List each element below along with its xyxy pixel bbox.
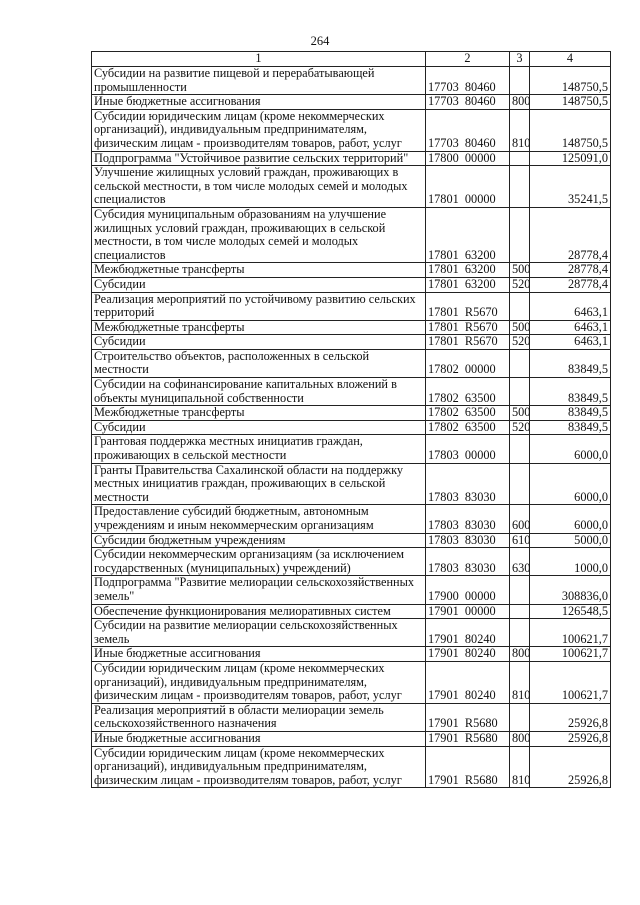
row-code-cell: 17901 R5680 (426, 746, 510, 788)
row-name-cell: Субсидии на развитие пищевой и перерабатывающей промышленности (92, 67, 426, 95)
row-name-cell: Субсидии на развитие мелиорации сельскохозяйственных земель (92, 619, 426, 647)
table-row (92, 463, 611, 505)
table-row (92, 548, 611, 576)
page-number: 264 (310, 34, 330, 48)
row-name-cell: Реализация мероприятий по устойчивому развитию сельских территорий (92, 292, 426, 320)
row-code-cell: 17802 63500 (426, 406, 510, 421)
row-name-cell: Межбюджетные трансферты (92, 263, 426, 278)
table-row (92, 378, 611, 406)
row-type-cell: 500 (510, 406, 530, 421)
row-name-cell: Гранты Правительства Сахалинской области на поддержку местных инициатив граждан, проживающих в сельской местности (92, 463, 426, 505)
row-code-cell: 17703 80460 (426, 67, 510, 95)
table-row (92, 703, 611, 731)
row-amount-cell: 25926,8 (530, 703, 611, 731)
row-code-cell: 17803 00000 (426, 435, 510, 463)
row-code-cell: 17800 00000 (426, 151, 510, 166)
table-row (92, 207, 611, 262)
row-type-cell (510, 703, 530, 731)
row-code-cell: 17901 00000 (426, 604, 510, 619)
row-code-cell: 17801 63200 (426, 277, 510, 292)
row-name-cell: Субсидии на софинансирование капитальных вложений в объекты муниципальной собственности (92, 378, 426, 406)
table-row (92, 166, 611, 208)
row-type-cell: 520 (510, 420, 530, 435)
row-type-cell (510, 576, 530, 604)
row-code-cell: 17801 00000 (426, 166, 510, 208)
table-row (92, 263, 611, 278)
row-type-cell (510, 604, 530, 619)
row-name-cell: Межбюджетные трансферты (92, 406, 426, 421)
row-amount-cell: 6000,0 (530, 505, 611, 533)
row-amount-cell: 100621,7 (530, 619, 611, 647)
row-type-cell (510, 463, 530, 505)
table-row (92, 406, 611, 421)
row-code-cell: 17901 R5680 (426, 731, 510, 746)
row-name-cell: Обеспечение функционирования мелиоративных систем (92, 604, 426, 619)
row-type-cell (510, 67, 530, 95)
row-amount-cell: 100621,7 (530, 647, 611, 662)
table-row (92, 604, 611, 619)
row-name-cell: Подпрограмма "Развитие мелиорации сельскохозяйственных земель" (92, 576, 426, 604)
row-name-cell: Подпрограмма "Устойчивое развитие сельских территорий" (92, 151, 426, 166)
row-type-cell: 500 (510, 263, 530, 278)
row-name-cell: Субсидии юридическим лицам (кроме некоммерческих организаций), индивидуальным предпринимателям, физическим лицам - производителям товаров, работ, услуг (92, 109, 426, 151)
row-name-cell: Субсидии (92, 420, 426, 435)
row-amount-cell: 35241,5 (530, 166, 611, 208)
row-name-cell: Грантовая поддержка местных инициатив граждан, проживающих в сельской местности (92, 435, 426, 463)
row-type-cell (510, 166, 530, 208)
row-amount-cell: 28778,4 (530, 207, 611, 262)
row-name-cell: Субсидии (92, 335, 426, 350)
row-code-cell: 17801 R5670 (426, 335, 510, 350)
column-header-4: 4 (530, 52, 611, 67)
row-type-cell: 800 (510, 95, 530, 110)
column-header-1: 1 (92, 52, 426, 67)
row-amount-cell: 28778,4 (530, 277, 611, 292)
row-name-cell: Субсидии юридическим лицам (кроме некоммерческих организаций), индивидуальным предпринимателям, физическим лицам - производителям товаров, работ, услуг (92, 746, 426, 788)
row-amount-cell: 25926,8 (530, 731, 611, 746)
table-row (92, 151, 611, 166)
table-row (92, 335, 611, 350)
table-row (92, 420, 611, 435)
table-row (92, 505, 611, 533)
row-code-cell: 17901 R5680 (426, 703, 510, 731)
column-header-3: 3 (510, 52, 530, 67)
row-code-cell: 17803 83030 (426, 505, 510, 533)
table-row (92, 435, 611, 463)
column-header-2: 2 (426, 52, 510, 67)
row-type-cell (510, 619, 530, 647)
table-row (92, 619, 611, 647)
row-type-cell (510, 435, 530, 463)
row-name-cell: Субсидия муниципальным образованиям на улучшение жилищных условий граждан, проживающих в сельской местности, в том числе молодых семей и молодых специалистов (92, 207, 426, 262)
row-amount-cell: 1000,0 (530, 548, 611, 576)
table-row (92, 277, 611, 292)
row-type-cell: 800 (510, 647, 530, 662)
row-name-cell: Строительство объектов, расположенных в сельской местности (92, 349, 426, 377)
row-amount-cell: 148750,5 (530, 95, 611, 110)
row-name-cell: Реализация мероприятий в области мелиорации земель сельскохозяйственного назначения (92, 703, 426, 731)
table-row (92, 349, 611, 377)
row-amount-cell: 6463,1 (530, 320, 611, 335)
row-amount-cell: 6000,0 (530, 463, 611, 505)
table-row (92, 292, 611, 320)
table-row (92, 731, 611, 746)
row-amount-cell: 148750,5 (530, 109, 611, 151)
row-code-cell: 17803 83030 (426, 463, 510, 505)
row-name-cell: Субсидии (92, 277, 426, 292)
row-name-cell: Иные бюджетные ассигнования (92, 95, 426, 110)
row-amount-cell: 6463,1 (530, 292, 611, 320)
row-amount-cell: 83849,5 (530, 406, 611, 421)
row-name-cell: Предоставление субсидий бюджетным, автономным учреждениям и иным некоммерческим организациям (92, 505, 426, 533)
row-type-cell (510, 378, 530, 406)
row-code-cell: 17802 63500 (426, 378, 510, 406)
budget-table (91, 51, 611, 788)
row-type-cell (510, 151, 530, 166)
table-row (92, 746, 611, 788)
table-row (92, 95, 611, 110)
row-type-cell: 630 (510, 548, 530, 576)
row-name-cell: Межбюджетные трансферты (92, 320, 426, 335)
table-row (92, 109, 611, 151)
table-header-row (92, 52, 611, 67)
row-amount-cell: 6463,1 (530, 335, 611, 350)
row-type-cell (510, 349, 530, 377)
row-name-cell: Субсидии некоммерческим организациям (за исключением государственных (муниципальных) учреждений) (92, 548, 426, 576)
row-type-cell: 520 (510, 277, 530, 292)
row-type-cell: 810 (510, 746, 530, 788)
table-row (92, 576, 611, 604)
row-amount-cell: 83849,5 (530, 349, 611, 377)
table-row (92, 67, 611, 95)
row-type-cell: 500 (510, 320, 530, 335)
row-type-cell: 520 (510, 335, 530, 350)
table-row (92, 320, 611, 335)
row-amount-cell: 125091,0 (530, 151, 611, 166)
row-type-cell (510, 207, 530, 262)
row-type-cell: 810 (510, 109, 530, 151)
row-name-cell: Иные бюджетные ассигнования (92, 731, 426, 746)
row-amount-cell: 6000,0 (530, 435, 611, 463)
row-code-cell: 17901 80240 (426, 647, 510, 662)
row-name-cell: Субсидии юридическим лицам (кроме некоммерческих организаций), индивидуальным предпринимателям, физическим лицам - производителям товаров, работ, услуг (92, 661, 426, 703)
row-amount-cell: 28778,4 (530, 263, 611, 278)
table-row (92, 533, 611, 548)
row-amount-cell: 83849,5 (530, 378, 611, 406)
row-code-cell: 17801 R5670 (426, 292, 510, 320)
row-type-cell: 610 (510, 533, 530, 548)
row-name-cell: Субсидии бюджетным учреждениям (92, 533, 426, 548)
row-name-cell: Улучшение жилищных условий граждан, проживающих в сельской местности, в том числе молодых семей и молодых специалистов (92, 166, 426, 208)
row-type-cell (510, 292, 530, 320)
row-code-cell: 17703 80460 (426, 109, 510, 151)
row-amount-cell: 308836,0 (530, 576, 611, 604)
row-amount-cell: 83849,5 (530, 420, 611, 435)
row-amount-cell: 100621,7 (530, 661, 611, 703)
row-type-cell: 600 (510, 505, 530, 533)
row-amount-cell: 25926,8 (530, 746, 611, 788)
row-code-cell: 17801 63200 (426, 263, 510, 278)
table-row (92, 661, 611, 703)
row-type-cell: 800 (510, 731, 530, 746)
row-amount-cell: 5000,0 (530, 533, 611, 548)
row-code-cell: 17802 63500 (426, 420, 510, 435)
row-amount-cell: 148750,5 (530, 67, 611, 95)
row-code-cell: 17803 83030 (426, 533, 510, 548)
row-code-cell: 17803 83030 (426, 548, 510, 576)
row-amount-cell: 126548,5 (530, 604, 611, 619)
row-code-cell: 17703 80460 (426, 95, 510, 110)
row-code-cell: 17801 R5670 (426, 320, 510, 335)
row-code-cell: 17901 80240 (426, 661, 510, 703)
row-type-cell: 810 (510, 661, 530, 703)
row-code-cell: 17900 00000 (426, 576, 510, 604)
row-code-cell: 17801 63200 (426, 207, 510, 262)
row-code-cell: 17901 80240 (426, 619, 510, 647)
row-code-cell: 17802 00000 (426, 349, 510, 377)
table-row (92, 647, 611, 662)
row-name-cell: Иные бюджетные ассигнования (92, 647, 426, 662)
